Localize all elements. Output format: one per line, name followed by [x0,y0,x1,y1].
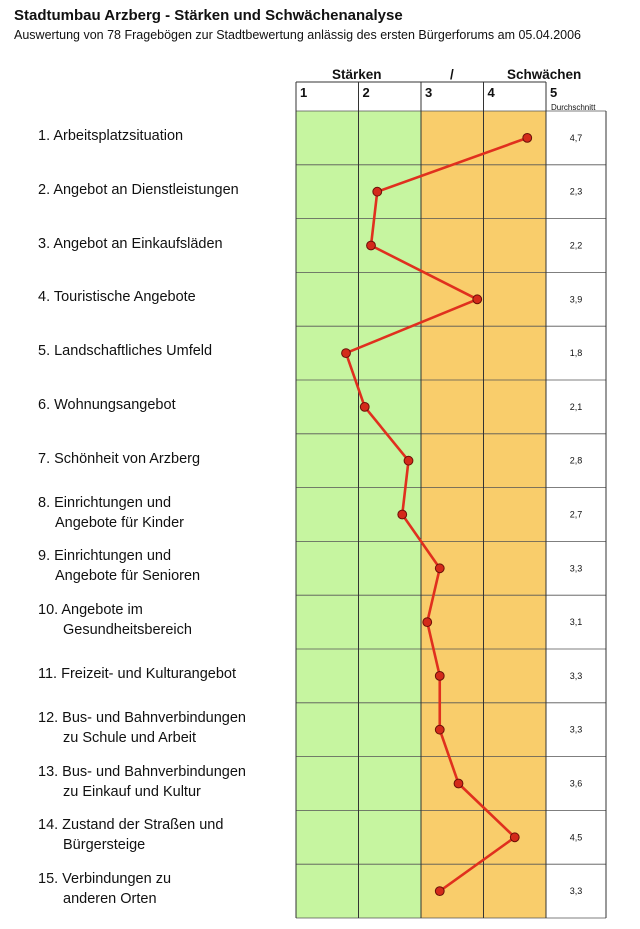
rating-point [404,456,413,465]
scale-tick-label: 2 [362,85,370,100]
average-value-label: 2,2 [569,240,583,251]
average-column-header: Durchschnitt [551,103,596,112]
chart-title: Stadtumbau Arzberg - Stärken und Schwächenanalyse [14,7,403,24]
category-label-line1: 3. Angebot an Einkaufsläden [38,235,223,252]
scale-tick-label: 4 [487,85,495,100]
average-value-label: 2,7 [569,509,583,520]
average-value-label: 3,3 [569,724,583,735]
category-label [38,341,212,361]
scale-tick-label: 5 [550,85,558,100]
rating-point [342,349,351,358]
category-label [38,493,184,533]
category-label [38,815,223,855]
average-value-label: 3,9 [569,294,583,305]
rating-point [360,403,369,412]
average-value-label: 4,7 [569,132,583,143]
category-label-line1: 2. Angebot an Dienstleistungen [38,181,239,198]
category-label-line1: 10. Angebote im [38,602,143,619]
rating-point [373,187,382,196]
rating-point [523,134,532,143]
category-label-line2: Angebote für Senioren [55,568,201,585]
average-value-label: 3,3 [569,670,583,681]
category-label-line2: zu Schule und Arbeit [63,729,197,746]
category-label-line1: 9. Einrichtungen und [38,548,172,565]
rating-point [367,241,376,250]
category-label [38,234,223,254]
average-value-label: 4,5 [569,832,583,843]
category-label-line1: 11. Freizeit- und Kulturangebot [38,665,237,682]
header-weaknesses: Schwächen [507,67,582,82]
average-value-label: 1,8 [569,348,583,359]
category-label-line2: Bürgersteige [63,837,146,854]
category-label-line1: 12. Bus- und Bahnverbindungen [38,709,246,726]
rating-point [435,672,444,681]
category-label-line1: 1. Arbeitsplatzsituation [38,127,184,144]
category-label-line1: 8. Einrichtungen und [38,494,172,511]
header-strengths: Stärken [332,67,382,82]
category-label-line2: zu Einkauf und Kultur [63,783,201,800]
category-label [38,287,196,307]
category-label [38,395,176,415]
category-label [38,449,200,469]
rating-point [435,725,444,734]
scale-tick-label: 3 [425,85,433,100]
average-value-label: 3,1 [569,617,583,628]
category-label-line1: 14. Zustand der Straßen und [38,817,224,834]
category-label [38,708,246,748]
category-label-line1: 15. Verbindungen zu [38,871,172,888]
category-label [38,762,246,802]
category-label-line1: 5. Landschaftliches Umfeld [38,343,213,360]
rating-point [398,510,407,519]
rating-point [435,887,444,896]
scale-tick-label: 1 [300,85,308,100]
category-label [38,546,200,586]
category-label-line2: Angebote für Kinder [55,514,184,531]
average-value-label: 3,3 [569,886,583,897]
header-separator: / [450,67,454,82]
category-label-line1: 13. Bus- und Bahnverbindungen [38,763,246,780]
category-label-line1: 7. Schönheit von Arzberg [38,450,201,467]
category-label [38,600,192,640]
category-label-line1: 4. Touristische Angebote [38,289,196,306]
rating-point [423,618,432,627]
category-label-line1: 6. Wohnungsangebot [38,396,176,413]
category-label [38,869,171,909]
rating-point [510,833,519,842]
rating-point [454,779,463,788]
rating-point [473,295,482,304]
category-label-line2: Gesundheitsbereich [63,622,192,639]
average-value-label: 3,6 [569,778,583,789]
rating-point [435,564,444,573]
average-value-label: 2,1 [569,401,583,412]
category-label-line2: anderen Orten [63,891,157,908]
category-label [38,126,183,146]
average-value-label: 3,3 [569,563,583,574]
category-label [38,664,236,684]
average-value-label: 2,8 [569,455,583,466]
chart-subtitle: Auswertung von 78 Fragebögen zur Stadtbewertung anlässig des ersten Bürgerforums am 05.04.2006 [14,28,582,42]
average-value-label: 2,3 [569,186,583,197]
category-label [38,180,239,200]
